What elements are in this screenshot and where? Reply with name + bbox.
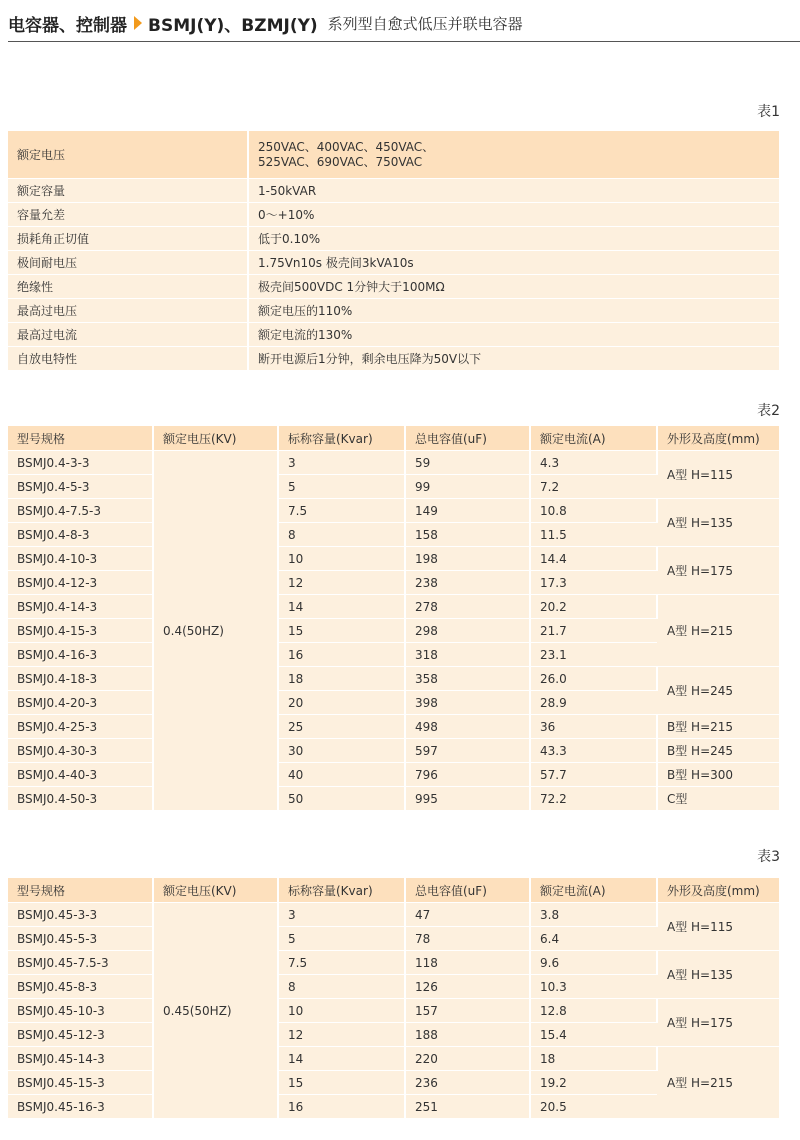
spec-value: 1-50kVAR (248, 179, 779, 203)
column-header: 标称容量(Kvar) (278, 426, 405, 451)
model-cell: BSMJ0.45-5-3 (8, 927, 153, 951)
current-cell: 23.1 (530, 643, 657, 667)
spec-value-line: 250VAC、400VAC、450VAC、 (258, 139, 435, 154)
capacity-cell: 30 (278, 739, 405, 763)
capacitance-cell: 59 (405, 451, 530, 475)
table-row (8, 323, 779, 347)
capacity-cell: 16 (278, 1095, 405, 1119)
capacity-cell: 3 (278, 903, 405, 927)
column-header: 型号规格 (8, 878, 153, 903)
current-cell: 43.3 (530, 739, 657, 763)
capacitance-cell: 99 (405, 475, 530, 499)
table-row (8, 275, 779, 299)
current-cell: 4.3 (530, 451, 657, 475)
model-cell: BSMJ0.4-18-3 (8, 667, 153, 691)
model-cell: BSMJ0.4-12-3 (8, 571, 153, 595)
current-cell: 14.4 (530, 547, 657, 571)
capacity-cell: 7.5 (278, 499, 405, 523)
capacity-cell: 15 (278, 1071, 405, 1095)
column-header: 额定电流(A) (530, 426, 657, 451)
spec-value: 断开电源后1分钟，剩余电压降为50V以下 (248, 347, 779, 371)
model-cell: BSMJ0.4-25-3 (8, 715, 153, 739)
table-row (8, 451, 779, 475)
table-row (8, 787, 779, 811)
current-cell: 20.2 (530, 595, 657, 619)
current-cell: 57.7 (530, 763, 657, 787)
table-row (8, 203, 779, 227)
capacitance-cell: 597 (405, 739, 530, 763)
table-row (8, 347, 779, 371)
table-row (8, 131, 779, 179)
column-header: 额定电压(KV) (153, 878, 278, 903)
capacitance-cell: 358 (405, 667, 530, 691)
table-row (8, 739, 779, 763)
table-row (8, 715, 779, 739)
model-cell: BSMJ0.4-14-3 (8, 595, 153, 619)
model-cell: BSMJ0.45-12-3 (8, 1023, 153, 1047)
model-cell: BSMJ0.45-3-3 (8, 903, 153, 927)
table-row (8, 595, 779, 619)
voltage-cell: 0.45(50HZ) (153, 903, 278, 1119)
capacity-cell: 12 (278, 571, 405, 595)
current-cell: 10.8 (530, 499, 657, 523)
capacity-cell: 10 (278, 999, 405, 1023)
current-cell: 3.8 (530, 903, 657, 927)
model-cell: BSMJ0.4-50-3 (8, 787, 153, 811)
capacitance-cell: 236 (405, 1071, 530, 1095)
column-header: 型号规格 (8, 426, 153, 451)
capacity-cell: 7.5 (278, 951, 405, 975)
table-row (8, 999, 779, 1023)
spec-value: 1.75Vn10s 极壳间3kVA10s (248, 251, 779, 275)
spec-value: 额定电流的130% (248, 323, 779, 347)
current-cell: 72.2 (530, 787, 657, 811)
current-cell: 11.5 (530, 523, 657, 547)
table-row (8, 667, 779, 691)
capacitance-cell: 78 (405, 927, 530, 951)
table-row (8, 903, 779, 927)
model-cell: BSMJ0.4-8-3 (8, 523, 153, 547)
current-cell: 20.5 (530, 1095, 657, 1119)
capacitance-cell: 158 (405, 523, 530, 547)
capacity-cell: 10 (278, 547, 405, 571)
capacitance-cell: 47 (405, 903, 530, 927)
capacitance-cell: 220 (405, 1047, 530, 1071)
shape-cell: A型 H=175 (657, 999, 779, 1047)
spec-value: 极壳间500VDC 1分钟大于100MΩ (248, 275, 779, 299)
category-title: 电容器、控制器 (8, 15, 127, 36)
model-table-045kv (8, 878, 779, 1119)
spec-name: 容量允差 (8, 203, 248, 227)
column-header: 标称容量(Kvar) (278, 878, 405, 903)
capacitance-cell: 149 (405, 499, 530, 523)
column-header: 额定电压(KV) (153, 426, 278, 451)
spec-value (248, 131, 779, 179)
spec-name: 额定容量 (8, 179, 248, 203)
table-row (8, 299, 779, 323)
capacity-cell: 5 (278, 927, 405, 951)
capacity-cell: 16 (278, 643, 405, 667)
capacity-cell: 50 (278, 787, 405, 811)
capacitance-cell: 796 (405, 763, 530, 787)
current-cell: 18 (530, 1047, 657, 1071)
arrow-right-icon (134, 16, 142, 30)
table-row (8, 951, 779, 975)
capacitance-cell: 318 (405, 643, 530, 667)
shape-cell: A型 H=215 (657, 1047, 779, 1119)
current-cell: 15.4 (530, 1023, 657, 1047)
column-header: 外形及高度(mm) (657, 878, 779, 903)
voltage-cell: 0.4(50HZ) (153, 451, 278, 811)
shape-cell: A型 H=245 (657, 667, 779, 715)
model-cell: BSMJ0.45-16-3 (8, 1095, 153, 1119)
spec-value: 0～+10% (248, 203, 779, 227)
current-cell: 36 (530, 715, 657, 739)
capacity-cell: 3 (278, 451, 405, 475)
model-cell: BSMJ0.45-15-3 (8, 1071, 153, 1095)
shape-cell: A型 H=135 (657, 499, 779, 547)
capacitance-cell: 118 (405, 951, 530, 975)
table-row (8, 547, 779, 571)
current-cell: 21.7 (530, 619, 657, 643)
capacitance-cell: 498 (405, 715, 530, 739)
capacity-cell: 40 (278, 763, 405, 787)
series-description: 系列型自愈式低压并联电容器 (327, 14, 523, 33)
model-cell: BSMJ0.4-10-3 (8, 547, 153, 571)
model-cell: BSMJ0.4-15-3 (8, 619, 153, 643)
capacitance-cell: 198 (405, 547, 530, 571)
spec-name: 最高过电流 (8, 323, 248, 347)
spec-name: 绝缘性 (8, 275, 248, 299)
capacitance-cell: 251 (405, 1095, 530, 1119)
current-cell: 26.0 (530, 667, 657, 691)
model-cell: BSMJ0.4-3-3 (8, 451, 153, 475)
table2-label: 表2 (757, 403, 780, 419)
shape-cell: B型 H=215 (657, 715, 779, 739)
spec-name: 额定电压 (8, 131, 248, 179)
column-header: 额定电流(A) (530, 878, 657, 903)
capacity-cell: 20 (278, 691, 405, 715)
spec-value-line: 525VAC、690VAC、750VAC (258, 154, 423, 169)
current-cell: 28.9 (530, 691, 657, 715)
spec-table (8, 131, 779, 371)
shape-cell: A型 H=135 (657, 951, 779, 999)
model-cell: BSMJ0.4-30-3 (8, 739, 153, 763)
capacity-cell: 8 (278, 523, 405, 547)
capacity-cell: 14 (278, 1047, 405, 1071)
table-header-row (8, 878, 779, 903)
shape-cell: A型 H=115 (657, 451, 779, 499)
current-cell: 7.2 (530, 475, 657, 499)
current-cell: 10.3 (530, 975, 657, 999)
spec-value: 额定电压的110% (248, 299, 779, 323)
spec-name: 极间耐电压 (8, 251, 248, 275)
shape-cell: A型 H=215 (657, 595, 779, 667)
current-cell: 9.6 (530, 951, 657, 975)
table1-label: 表1 (757, 104, 780, 120)
model-cell: BSMJ0.45-14-3 (8, 1047, 153, 1071)
capacity-cell: 12 (278, 1023, 405, 1047)
shape-cell: B型 H=300 (657, 763, 779, 787)
shape-cell: A型 H=175 (657, 547, 779, 595)
page-header (8, 6, 800, 40)
spec-name: 损耗角正切值 (8, 227, 248, 251)
capacitance-cell: 298 (405, 619, 530, 643)
table-row (8, 179, 779, 203)
capacity-cell: 15 (278, 619, 405, 643)
column-header: 总电容值(uF) (405, 878, 530, 903)
model-cell: BSMJ0.45-10-3 (8, 999, 153, 1023)
capacity-cell: 14 (278, 595, 405, 619)
column-header: 总电容值(uF) (405, 426, 530, 451)
model-cell: BSMJ0.45-8-3 (8, 975, 153, 999)
table-header-row (8, 426, 779, 451)
spec-value: 低于0.10% (248, 227, 779, 251)
shape-cell: C型 (657, 787, 779, 811)
spec-name: 自放电特性 (8, 347, 248, 371)
model-cell: BSMJ0.4-20-3 (8, 691, 153, 715)
capacity-cell: 18 (278, 667, 405, 691)
spec-name: 最高过电压 (8, 299, 248, 323)
current-cell: 12.8 (530, 999, 657, 1023)
table3-label: 表3 (757, 849, 780, 865)
capacity-cell: 5 (278, 475, 405, 499)
table-row (8, 251, 779, 275)
model-cell: BSMJ0.4-16-3 (8, 643, 153, 667)
capacity-cell: 8 (278, 975, 405, 999)
table-row (8, 227, 779, 251)
current-cell: 19.2 (530, 1071, 657, 1095)
capacitance-cell: 995 (405, 787, 530, 811)
table-row (8, 499, 779, 523)
capacitance-cell: 238 (405, 571, 530, 595)
capacitance-cell: 398 (405, 691, 530, 715)
model-cell: BSMJ0.4-7.5-3 (8, 499, 153, 523)
shape-cell: A型 H=115 (657, 903, 779, 951)
model-cell: BSMJ0.45-7.5-3 (8, 951, 153, 975)
model-cell: BSMJ0.4-40-3 (8, 763, 153, 787)
table-row (8, 763, 779, 787)
capacitance-cell: 278 (405, 595, 530, 619)
capacity-cell: 25 (278, 715, 405, 739)
current-cell: 17.3 (530, 571, 657, 595)
model-title: BSMJ(Y)、BZMJ(Y) (148, 15, 318, 36)
table-row (8, 1047, 779, 1071)
current-cell: 6.4 (530, 927, 657, 951)
capacitance-cell: 157 (405, 999, 530, 1023)
shape-cell: B型 H=245 (657, 739, 779, 763)
model-cell: BSMJ0.4-5-3 (8, 475, 153, 499)
column-header: 外形及高度(mm) (657, 426, 779, 451)
capacitance-cell: 126 (405, 975, 530, 999)
model-table-04kv (8, 426, 779, 811)
capacitance-cell: 188 (405, 1023, 530, 1047)
header-divider (8, 41, 800, 42)
